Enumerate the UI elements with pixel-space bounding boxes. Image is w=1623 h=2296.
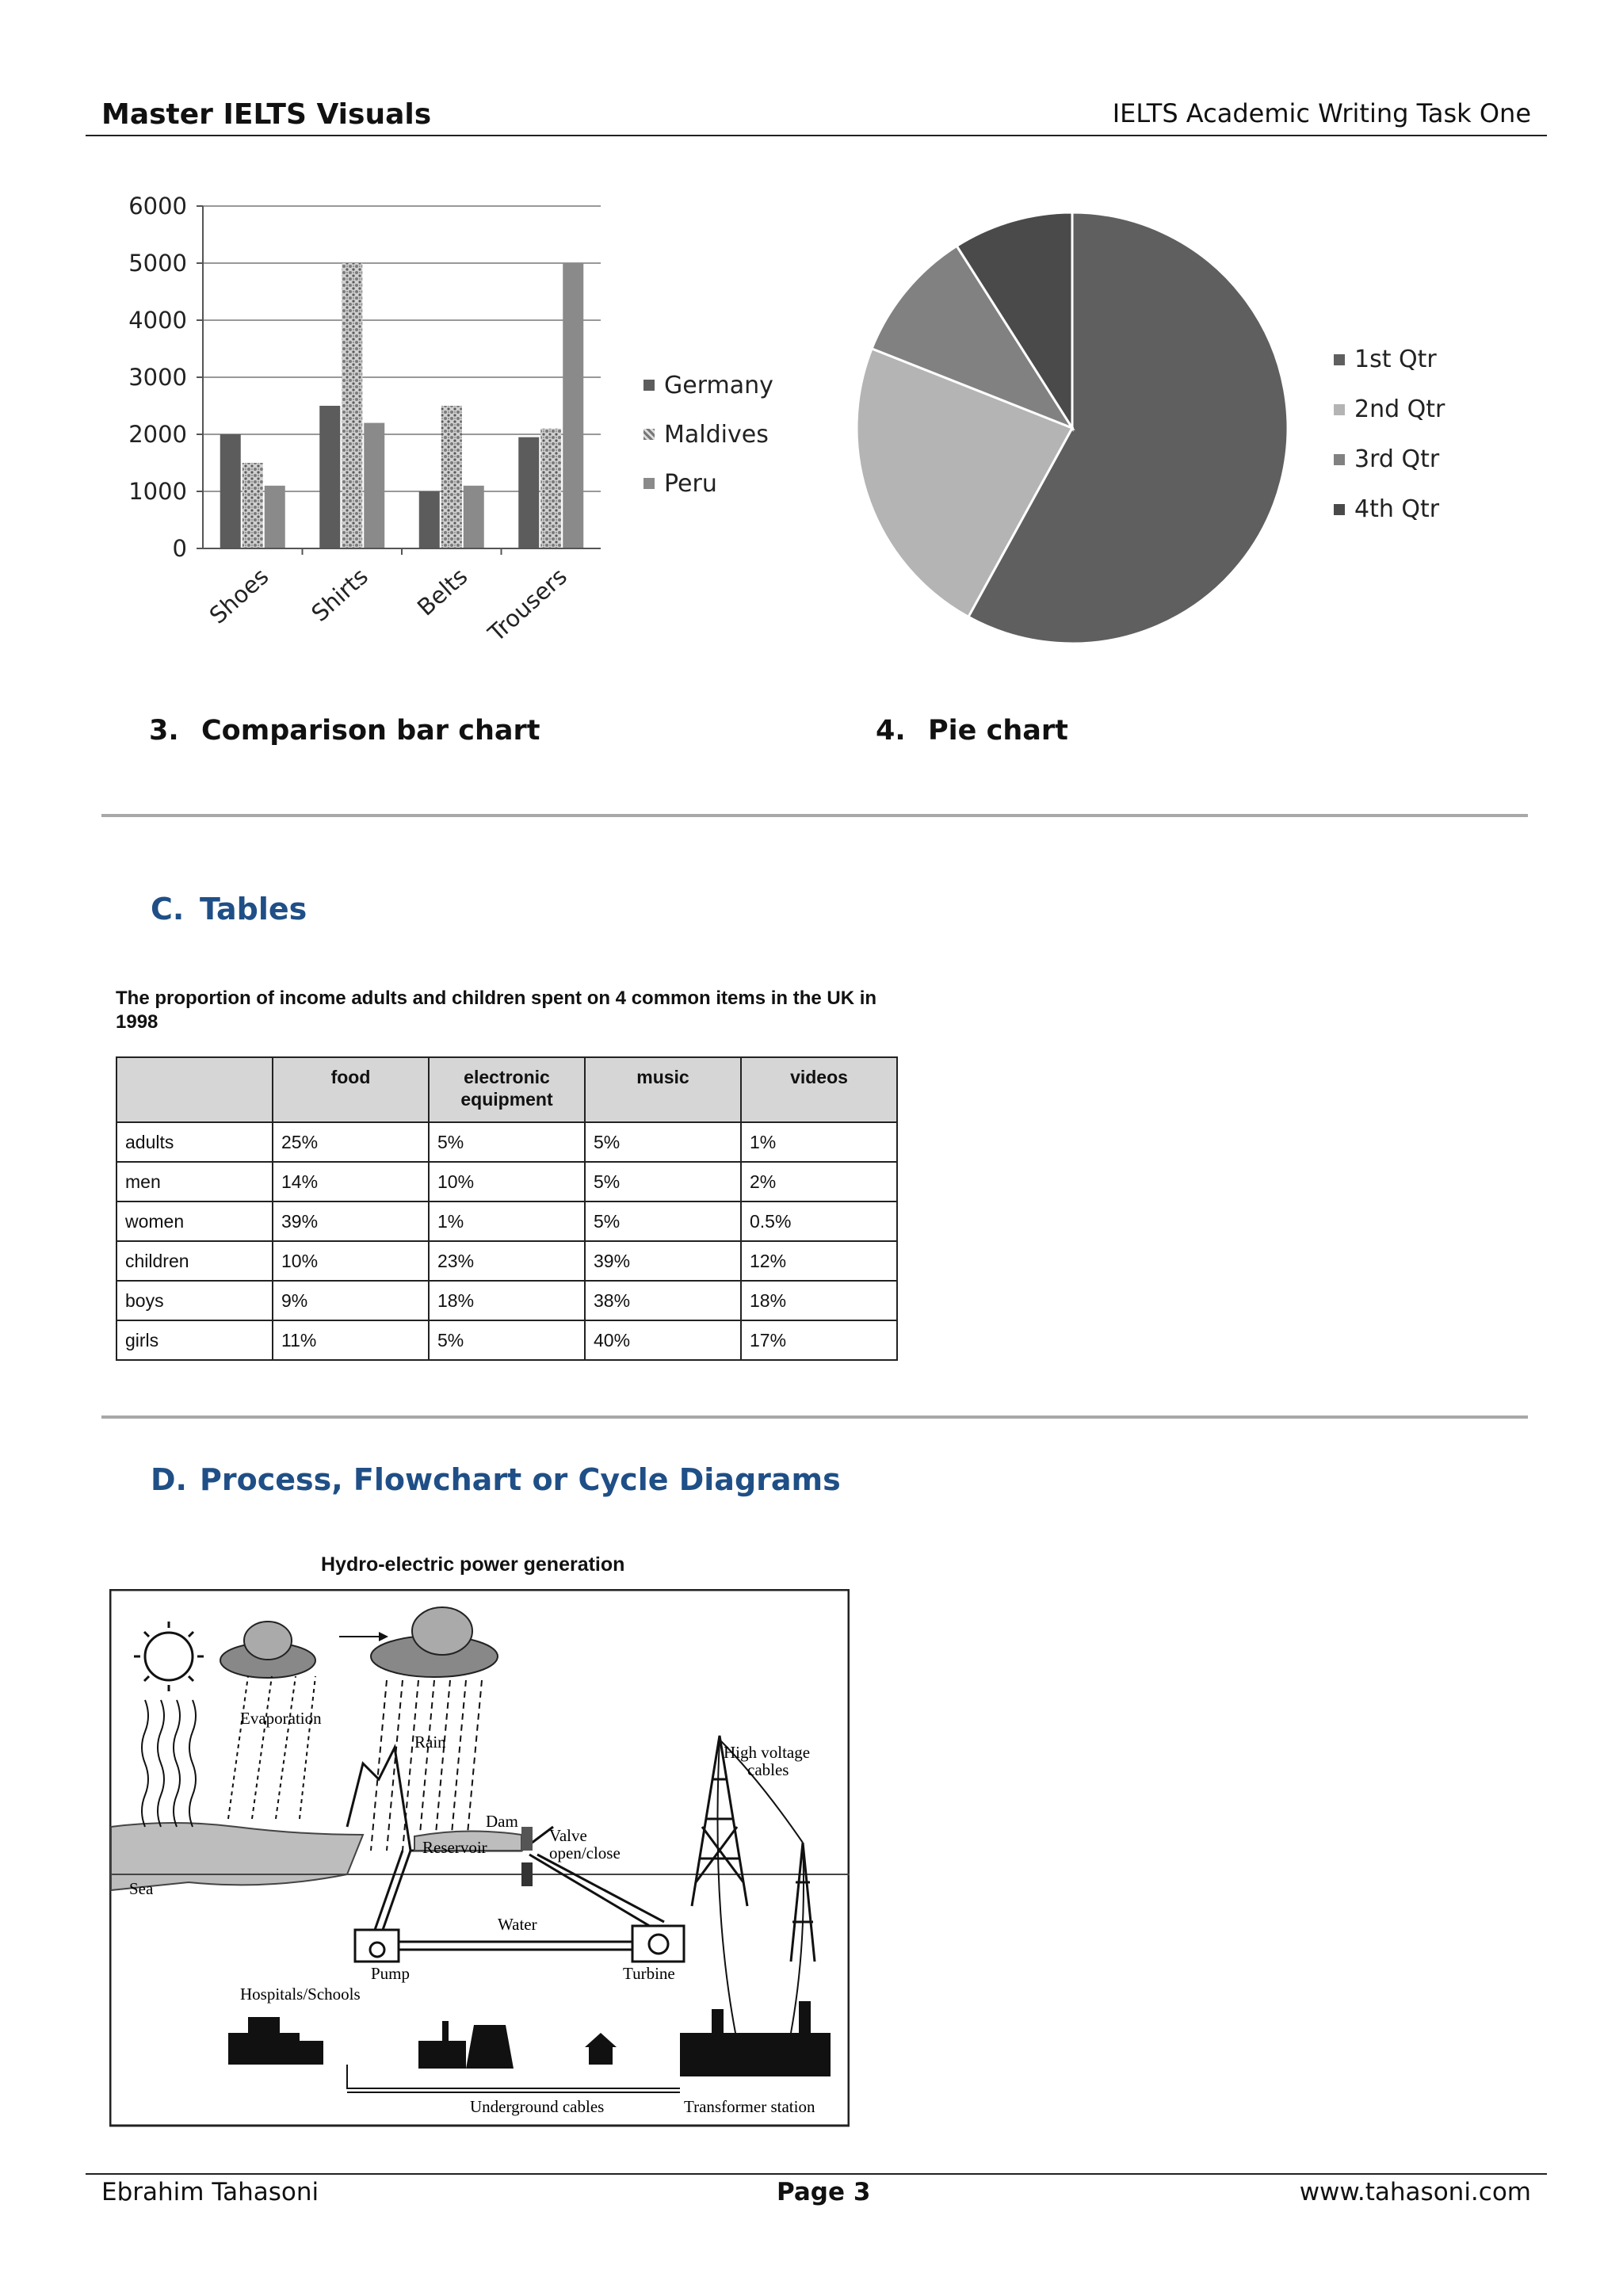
- table-cell: 10%: [429, 1162, 585, 1201]
- bar-shirts-germany: [319, 406, 340, 548]
- table-row: [116, 1201, 897, 1241]
- data-table: [116, 1056, 898, 1361]
- header-title: Master IELTS Visuals: [101, 98, 432, 131]
- x-tick-label: Shoes: [204, 562, 274, 629]
- table-cell: 5%: [429, 1320, 585, 1360]
- bar-trousers-peru: [563, 263, 583, 548]
- turbine-icon: [632, 1926, 684, 1962]
- legend-item-q1: [1334, 334, 1445, 384]
- legend-swatch-germany: [643, 380, 655, 391]
- pie-chart: [840, 202, 1316, 662]
- table-cell: 5%: [429, 1122, 585, 1162]
- table-row: [116, 1320, 897, 1360]
- caption-pie-chart: [876, 715, 1068, 747]
- section-divider: [101, 814, 1528, 817]
- label-sea: Sea: [129, 1879, 154, 1898]
- header-divider: [86, 135, 1547, 136]
- bar-shirts-maldives: [342, 263, 362, 548]
- label-transformer-station: Transformer station: [684, 2097, 815, 2116]
- x-tick-label: Belts: [411, 562, 473, 621]
- caption-bar-chart: [149, 715, 540, 747]
- section-divider: [101, 1415, 1528, 1419]
- y-tick-label: 5000: [128, 250, 187, 277]
- x-tick-label: Shirts: [306, 562, 373, 627]
- table-header-cell: videos: [741, 1057, 897, 1122]
- bar-shoes-germany: [220, 434, 241, 548]
- table-row: [116, 1241, 897, 1281]
- bar-shoes-maldives: [242, 463, 263, 548]
- label-hospitals-schools: Hospitals/Schools: [240, 1985, 361, 2004]
- valve-icon: [521, 1862, 533, 1886]
- hydro-electric-diagram: [109, 1589, 850, 2128]
- legend-item-q2: [1334, 384, 1445, 434]
- legend-swatch-q3: [1334, 454, 1345, 465]
- legend-label-q1: 1st Qtr: [1354, 346, 1437, 373]
- caption-label: Comparison bar chart: [201, 715, 540, 747]
- table-header-cell: food: [273, 1057, 429, 1122]
- table-row: [116, 1281, 897, 1320]
- table-header-row: [116, 1057, 897, 1122]
- pie-chart-legend: [1334, 334, 1445, 534]
- bar-trousers-maldives: [540, 429, 561, 548]
- table-cell: 5%: [585, 1201, 741, 1241]
- label-reservoir: Reservoir: [422, 1838, 487, 1857]
- table-row: [116, 1162, 897, 1201]
- y-tick-label: 2000: [128, 421, 187, 448]
- pump-icon: [355, 1930, 399, 1962]
- label-underground-cables: Underground cables: [470, 2097, 605, 2116]
- table-cell: 17%: [741, 1320, 897, 1360]
- label-turbine: Turbine: [623, 1964, 675, 1983]
- footer-website: www.tahasoni.com: [1299, 2178, 1531, 2206]
- section-label: Process, Flowchart or Cycle Diagrams: [200, 1462, 841, 1497]
- table-cell: 18%: [741, 1281, 897, 1320]
- table-cell: 5%: [585, 1122, 741, 1162]
- table-cell: women: [116, 1201, 273, 1241]
- header-subtitle: IELTS Academic Writing Task One: [1112, 98, 1531, 128]
- table-cell: 11%: [273, 1320, 429, 1360]
- y-tick-label: 6000: [128, 193, 187, 220]
- table-cell: 25%: [273, 1122, 429, 1162]
- caption-label: Pie chart: [928, 715, 1068, 747]
- table-cell: 39%: [273, 1201, 429, 1241]
- table-header-cell: music: [585, 1057, 741, 1122]
- legend-item-q4: [1334, 484, 1445, 534]
- label-high-voltage: High voltage: [724, 1743, 811, 1762]
- legend-label-q2: 2nd Qtr: [1354, 395, 1445, 423]
- caption-number: 3.: [149, 715, 179, 747]
- legend-item-germany: [643, 361, 773, 410]
- table-cell: girls: [116, 1320, 273, 1360]
- section-label: Tables: [200, 892, 307, 926]
- footer-author: Ebrahim Tahasoni: [101, 2178, 319, 2206]
- table-cell: 2%: [741, 1162, 897, 1201]
- table-header-cell: [116, 1057, 273, 1122]
- legend-swatch-maldives: [643, 429, 655, 440]
- table-header-cell: electronic equipment: [429, 1057, 585, 1122]
- legend-swatch-q1: [1334, 354, 1345, 365]
- label-evaporation: Evaporation: [240, 1709, 322, 1728]
- legend-label-maldives: Maldives: [664, 420, 769, 449]
- table-cell: 14%: [273, 1162, 429, 1201]
- y-tick-label: 3000: [128, 364, 187, 391]
- section-number: D.: [151, 1462, 187, 1497]
- bar-chart-legend: [643, 361, 773, 508]
- table-cell: 38%: [585, 1281, 741, 1320]
- x-tick-label: Trousers: [483, 562, 572, 648]
- section-number: C.: [151, 892, 185, 926]
- table-cell: men: [116, 1162, 273, 1201]
- legend-item-peru: [643, 459, 773, 508]
- y-tick-label: 0: [172, 535, 187, 562]
- legend-label-q4: 4th Qtr: [1354, 495, 1440, 523]
- bar-trousers-germany: [518, 437, 539, 548]
- table-cell: 39%: [585, 1241, 741, 1281]
- y-tick-label: 1000: [128, 478, 187, 505]
- bar-belts-germany: [419, 491, 440, 548]
- bar-belts-peru: [464, 486, 484, 548]
- legend-swatch-peru: [643, 478, 655, 489]
- table-cell: 5%: [585, 1162, 741, 1201]
- label-valve-open-close: open/close: [549, 1843, 621, 1862]
- legend-item-q3: [1334, 434, 1445, 484]
- table-cell: 10%: [273, 1241, 429, 1281]
- table-cell: 23%: [429, 1241, 585, 1281]
- label-valve: Valve: [549, 1826, 587, 1845]
- section-title-process: [151, 1462, 841, 1497]
- table-cell: 1%: [741, 1122, 897, 1162]
- legend-item-maldives: [643, 410, 773, 459]
- dam-icon: [521, 1827, 533, 1851]
- label-dam: Dam: [486, 1812, 518, 1831]
- table-cell: 12%: [741, 1241, 897, 1281]
- table-cell: 9%: [273, 1281, 429, 1320]
- legend-label-germany: Germany: [664, 371, 773, 399]
- bar-belts-maldives: [441, 406, 462, 548]
- section-title-tables: [151, 892, 307, 926]
- table-cell: children: [116, 1241, 273, 1281]
- legend-swatch-q4: [1334, 504, 1345, 515]
- legend-label-peru: Peru: [664, 469, 717, 498]
- diagram-title: Hydro-electric power generation: [321, 1553, 625, 1576]
- label-rain: Rain: [414, 1733, 446, 1752]
- table-cell: boys: [116, 1281, 273, 1320]
- y-tick-label: 4000: [128, 307, 187, 334]
- table-cell: 0.5%: [741, 1201, 897, 1241]
- legend-swatch-q2: [1334, 404, 1345, 415]
- legend-label-q3: 3rd Qtr: [1354, 445, 1440, 473]
- table-cell: 40%: [585, 1320, 741, 1360]
- label-cables: cables: [747, 1760, 789, 1779]
- table-cell: adults: [116, 1122, 273, 1162]
- table-title: The proportion of income adults and children spent on 4 common items in the UK in 1998: [116, 988, 877, 1033]
- footer-divider: [86, 2173, 1547, 2175]
- label-water: Water: [498, 1915, 537, 1934]
- caption-number: 4.: [876, 715, 906, 747]
- table-cell: 18%: [429, 1281, 585, 1320]
- table-row: [116, 1122, 897, 1162]
- page-number: Page 3: [777, 2178, 871, 2206]
- table-cell: 1%: [429, 1201, 585, 1241]
- bar-shoes-peru: [265, 486, 285, 548]
- bar-shirts-peru: [364, 423, 384, 548]
- label-pump: Pump: [371, 1964, 411, 1983]
